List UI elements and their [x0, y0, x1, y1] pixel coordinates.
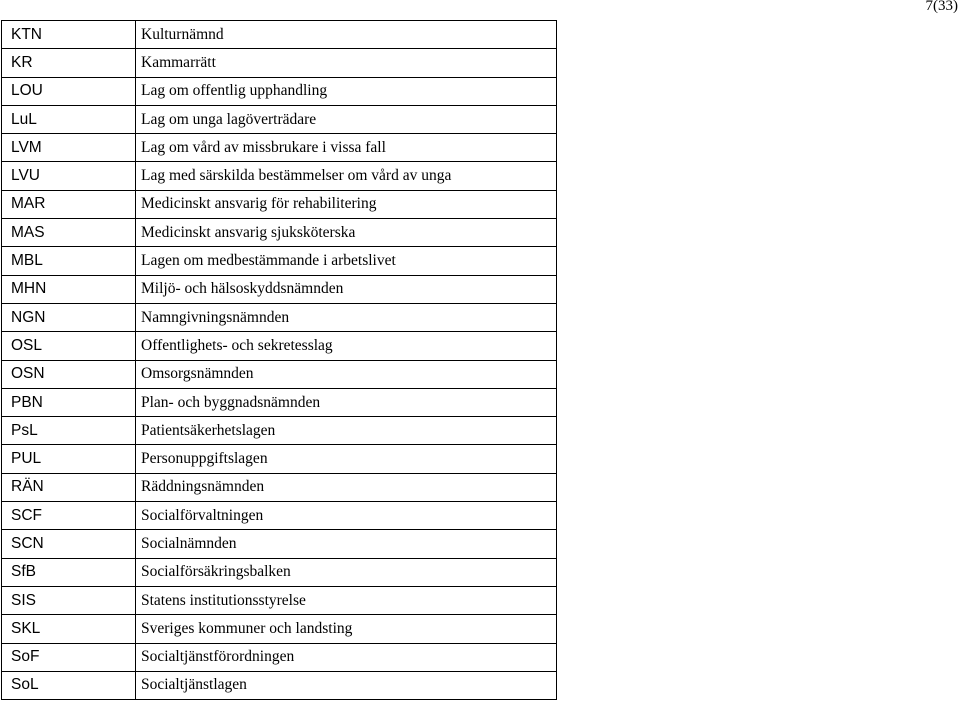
description-cell: Plan- och byggnadsnämnden	[136, 388, 557, 416]
abbreviation-cell: PBN	[2, 388, 136, 416]
abbreviation-cell: SfB	[2, 558, 136, 586]
description-cell: Offentlighets- och sekretesslag	[136, 332, 557, 360]
abbreviation-cell: MHN	[2, 275, 136, 303]
abbreviation-cell: SoL	[2, 671, 136, 699]
description-cell: Socialnämnden	[136, 530, 557, 558]
table-row	[2, 77, 557, 105]
description-cell: Kammarrätt	[136, 49, 557, 77]
page-number: 7(33)	[925, 0, 958, 14]
abbreviation-cell: SoF	[2, 643, 136, 671]
description-cell: Sveriges kommuner och landsting	[136, 615, 557, 643]
abbreviation-cell: SCN	[2, 530, 136, 558]
table-row	[2, 502, 557, 530]
table-row	[2, 615, 557, 643]
table-row	[2, 643, 557, 671]
table-row	[2, 303, 557, 331]
abbreviation-cell: LOU	[2, 77, 136, 105]
abbreviation-cell: MBL	[2, 247, 136, 275]
description-cell: Patientsäkerhetslagen	[136, 417, 557, 445]
description-cell: Kulturnämnd	[136, 21, 557, 49]
abbreviation-cell: SIS	[2, 586, 136, 614]
abbreviation-cell: KR	[2, 49, 136, 77]
table-row	[2, 162, 557, 190]
table-row	[2, 558, 557, 586]
abbreviation-cell: NGN	[2, 303, 136, 331]
abbreviation-cell: RÄN	[2, 473, 136, 501]
description-cell: Lag om offentlig upphandling	[136, 77, 557, 105]
table-row	[2, 21, 557, 49]
description-cell: Lag med särskilda bestämmelser om vård av unga	[136, 162, 557, 190]
abbreviation-cell: LVM	[2, 134, 136, 162]
abbreviation-cell: LuL	[2, 105, 136, 133]
description-cell: Namngivningsnämnden	[136, 303, 557, 331]
abbreviation-cell: LVU	[2, 162, 136, 190]
abbreviation-cell: MAS	[2, 219, 136, 247]
abbreviation-cell: SCF	[2, 502, 136, 530]
description-cell: Räddningsnämnden	[136, 473, 557, 501]
description-cell: Statens institutionsstyrelse	[136, 586, 557, 614]
table-row	[2, 49, 557, 77]
table-body	[2, 21, 557, 700]
description-cell: Personuppgiftslagen	[136, 445, 557, 473]
abbreviation-cell: OSL	[2, 332, 136, 360]
table-row	[2, 219, 557, 247]
description-cell: Omsorgsnämnden	[136, 360, 557, 388]
description-cell: Lag om unga lagöverträdare	[136, 105, 557, 133]
table-row	[2, 275, 557, 303]
description-cell: Socialförvaltningen	[136, 502, 557, 530]
table-row	[2, 134, 557, 162]
table-row	[2, 586, 557, 614]
description-cell: Socialtjänstlagen	[136, 671, 557, 699]
abbreviation-cell: PUL	[2, 445, 136, 473]
description-cell: Medicinskt ansvarig sjuksköterska	[136, 219, 557, 247]
table-row	[2, 530, 557, 558]
abbreviation-table	[1, 20, 557, 700]
table-row	[2, 360, 557, 388]
table-row	[2, 190, 557, 218]
table-row	[2, 247, 557, 275]
abbreviation-cell: SKL	[2, 615, 136, 643]
table-row	[2, 445, 557, 473]
description-cell: Lagen om medbestämmande i arbetslivet	[136, 247, 557, 275]
description-cell: Miljö- och hälsoskyddsnämnden	[136, 275, 557, 303]
description-cell: Medicinskt ansvarig för rehabilitering	[136, 190, 557, 218]
table-row	[2, 332, 557, 360]
table-row	[2, 417, 557, 445]
abbreviation-cell: PsL	[2, 417, 136, 445]
abbreviation-cell: KTN	[2, 21, 136, 49]
table-row	[2, 105, 557, 133]
table-row	[2, 671, 557, 699]
table-row	[2, 473, 557, 501]
abbreviation-cell: MAR	[2, 190, 136, 218]
table-row	[2, 388, 557, 416]
description-cell: Socialförsäkringsbalken	[136, 558, 557, 586]
description-cell: Lag om vård av missbrukare i vissa fall	[136, 134, 557, 162]
description-cell: Socialtjänstförordningen	[136, 643, 557, 671]
abbreviation-cell: OSN	[2, 360, 136, 388]
